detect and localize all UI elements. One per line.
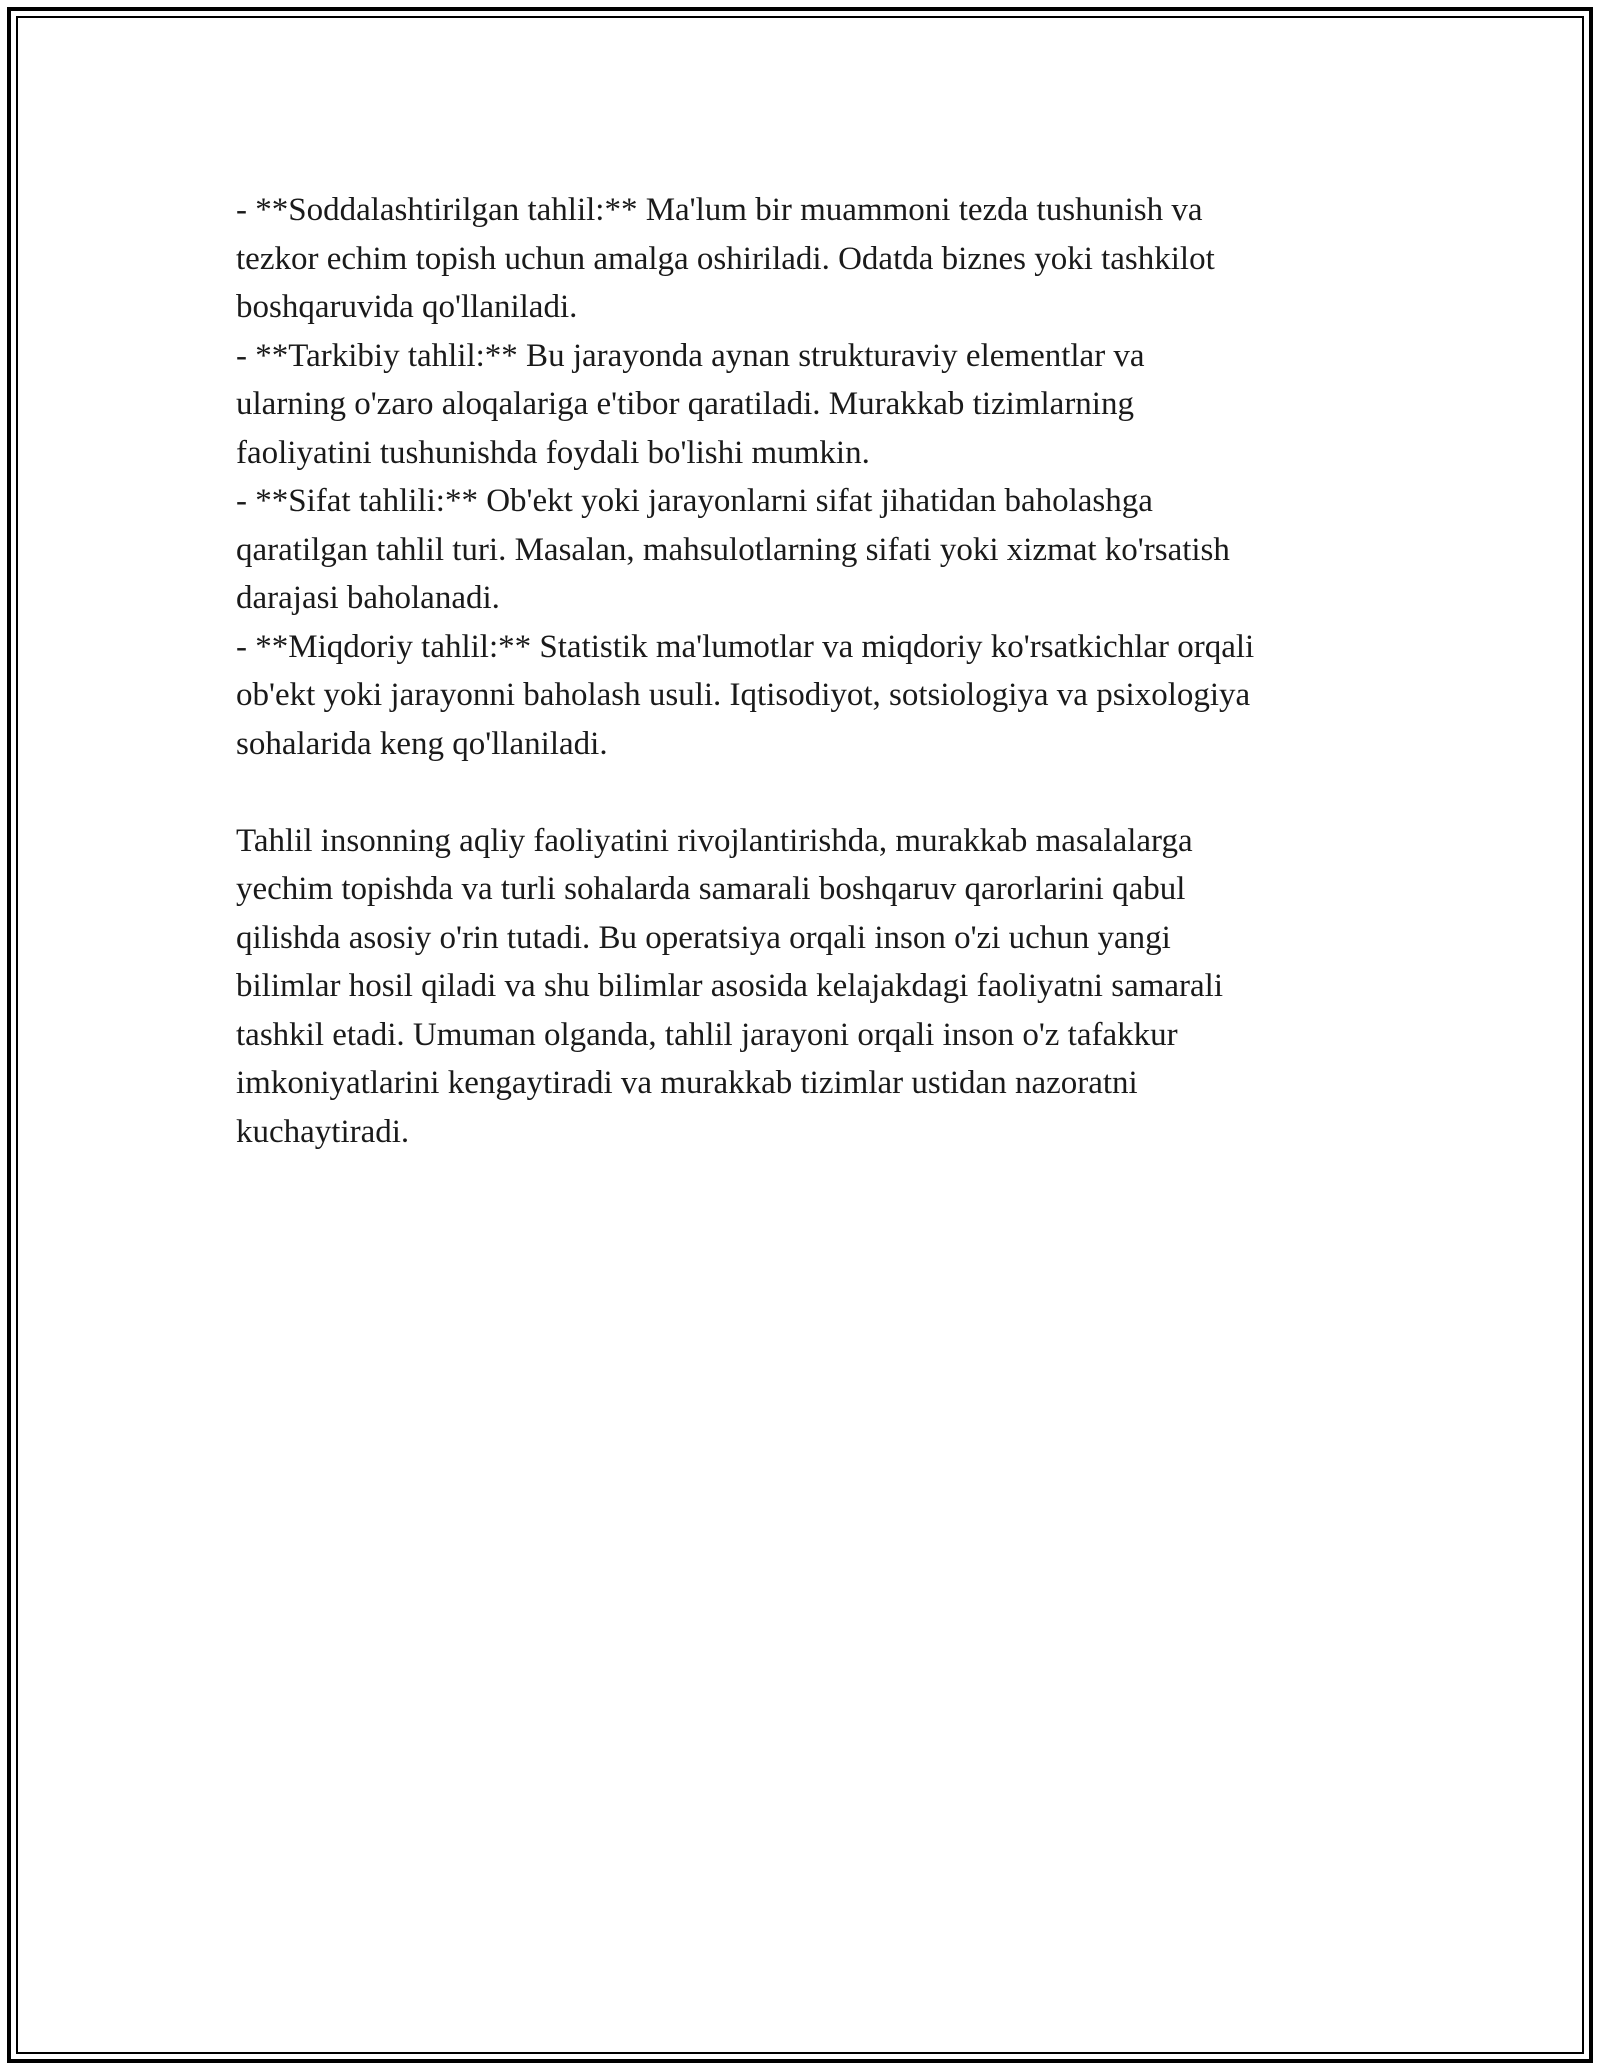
- text-line: tezkor echim topish uchun amalga oshiriladi. Odatda biznes yoki tashkilot: [236, 240, 1215, 277]
- list-item-soddalashtirilgan-tahlil: [236, 186, 1386, 332]
- text-line: imkoniyatlarini kengaytiradi va murakkab tizimlar ustidan nazoratni: [236, 1065, 1138, 1101]
- text-line: - **Sifat tahlili:** Ob'ekt yoki jarayonlarni sifat jihatidan baholashga: [236, 483, 1153, 519]
- text-line: yechim topishda va turli sohalarda samarali boshqaruv qarorlarini qabul: [236, 871, 1186, 907]
- document-body: [236, 186, 1386, 1156]
- list-item-sifat-tahlili: [236, 477, 1386, 623]
- list-item-miqdoriy-tahlil: [236, 623, 1386, 769]
- text-line: boshqaruvida qo'llaniladi.: [236, 289, 578, 325]
- text-line: - **Tarkibiy tahlil:** Bu jarayonda aynan strukturaviy elementlar va: [236, 337, 1145, 374]
- text-line: tashkil etadi. Umuman olganda, tahlil jarayoni orqali inson o'z tafakkur: [236, 1016, 1178, 1053]
- text-line: qilishda asosiy o'rin tutadi. Bu operatsiya orqali inson o'zi uchun yangi: [236, 919, 1171, 956]
- conclusion-paragraph: [236, 817, 1386, 1157]
- text-line: Tahlil insonning aqliy faoliyatini rivojlantirishda, murakkab masalalarga: [236, 822, 1193, 859]
- text-line: faoliyatini tushunishda foydali bo'lishi mumkin.: [236, 434, 870, 471]
- text-line: bilimlar hosil qiladi va shu bilimlar asosida kelajakdagi faoliyatni samarali: [236, 968, 1224, 1004]
- text-line: qaratilgan tahlil turi. Masalan, mahsulotlarning sifati yoki xizmat ko'rsatish: [236, 531, 1230, 568]
- text-line: kuchaytiradi.: [236, 1113, 410, 1150]
- text-line: - **Miqdoriy tahlil:** Statistik ma'lumotlar va miqdoriy ko'rsatkichlar orqali: [236, 628, 1255, 665]
- paragraph-gap: [236, 768, 1386, 817]
- text-line: darajasi baholanadi.: [236, 580, 500, 616]
- text-line: - **Soddalashtirilgan tahlil:** Ma'lum bir muammoni tezda tushunish va: [236, 192, 1203, 228]
- text-line: ob'ekt yoki jarayonni baholash usuli. Iqtisodiyot, sotsiologiya va psixologiya: [236, 677, 1251, 713]
- list-item-tarkibiy-tahlil: [236, 332, 1386, 478]
- text-line: sohalarida keng qo'llaniladi.: [236, 725, 608, 762]
- text-line: ularning o'zaro aloqalariga e'tibor qaratiladi. Murakkab tizimlarning: [236, 386, 1134, 422]
